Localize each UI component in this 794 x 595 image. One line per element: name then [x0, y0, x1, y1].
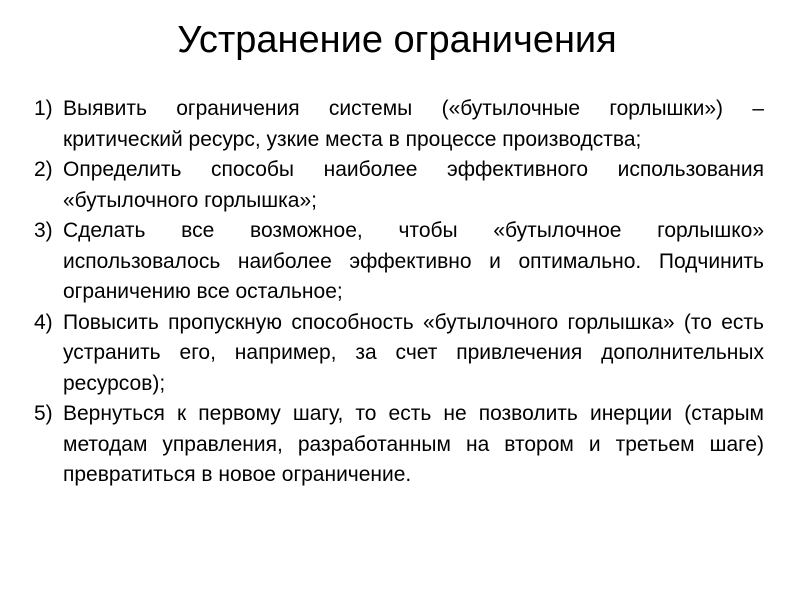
list-item-text: Повысить пропускную способность «бутылочного горлышка» (то есть устранить его, например, за счет привлечения дополнительных ресурсов);	[63, 310, 764, 395]
slide-title: Устранение ограничения	[177, 19, 617, 61]
list-item-number: 4)	[34, 310, 53, 334]
list-item	[34, 308, 764, 400]
list-item	[34, 94, 764, 155]
list-item-number: 2)	[34, 158, 53, 181]
list-item-text: Вернуться к первому шагу, то есть не позволить инерции (старым методам управления, разработанным на втором и третьем шаге) превратиться в новое ограничение.	[63, 402, 764, 486]
list-item-number: 1)	[34, 97, 53, 120]
list-item	[34, 216, 764, 308]
list-item-number: 3)	[34, 219, 53, 242]
list-item-text: Выявить ограничения системы («бутылочные горлышки») – критический ресурс, узкие места в процессе производства;	[63, 97, 764, 151]
list-item	[34, 399, 764, 491]
steps-list	[34, 94, 764, 491]
list-item	[34, 155, 764, 216]
list-item-text: Определить способы наиболее эффективного использования «бутылочного горлышка»;	[63, 158, 764, 212]
list-item-text: Сделать все возможное, чтобы «бутылочное горлышко» использовалось наиболее эффективно и оптимально. Подчинить ограничению все остальное;	[63, 219, 764, 303]
list-item-number: 5)	[34, 402, 53, 425]
